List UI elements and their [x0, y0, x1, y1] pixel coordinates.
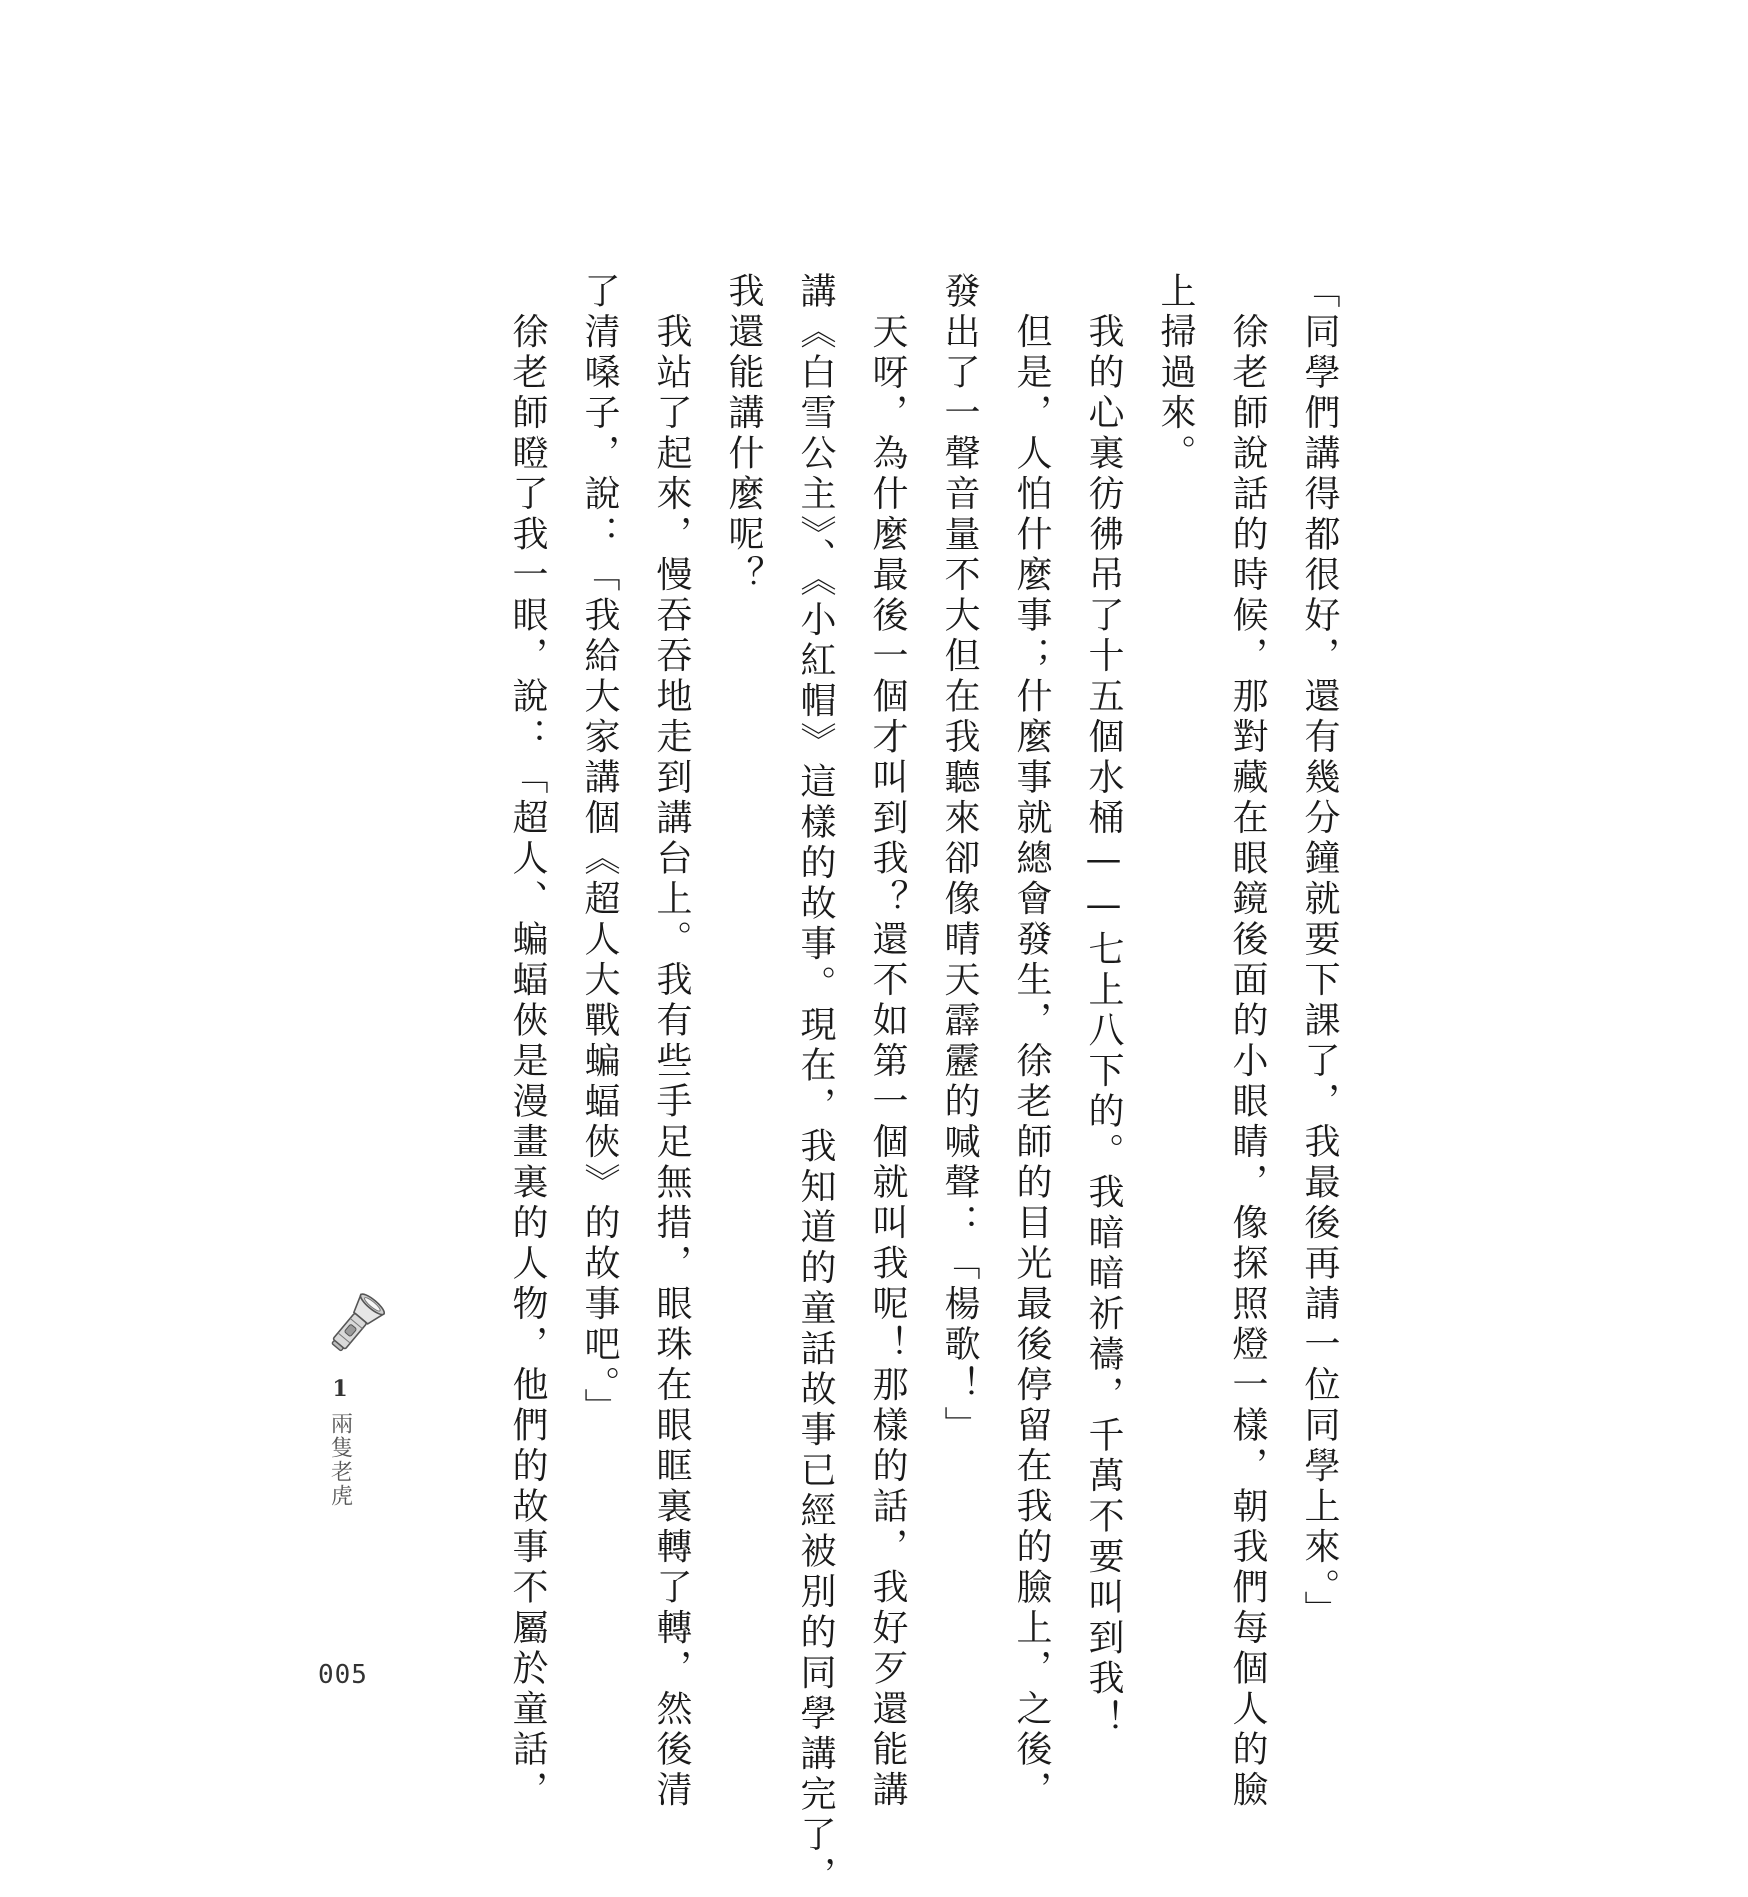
chapter-number: 1 [332, 1376, 348, 1402]
text-line: 我的心裏彷彿吊了十五個水桶——七上八下的。我暗暗祈禱，千萬不要叫到我！ [1083, 272, 1124, 1740]
text-line: 天呀，為什麼最後一個才叫到我？還不如第一個就叫我呢！那樣的話，我好歹還能講 [867, 272, 908, 1811]
text-line: 了清嗓子，說：「我給大家講個《超人大戰蝙蝠俠》的故事吧。」 [579, 272, 620, 1429]
text-line: 上掃過來。 [1155, 272, 1196, 475]
body-text [491, 272, 1355, 1897]
text-line: 「同學們講得都很好，還有幾分鐘就要下課了，我最後再請一位同學上來。」 [1299, 272, 1340, 1631]
text-line: 但是，人怕什麼事；什麼事就總會發生，徐老師的目光最後停留在我的臉上，之後， [1011, 272, 1052, 1811]
chapter-title: 兩隻老虎 [327, 1412, 353, 1508]
flashlight-icon [320, 1290, 390, 1360]
text-line: 我還能講什麼呢？ [723, 272, 764, 596]
text-line: 徐老師瞪了我一眼，說：「超人、蝙蝠俠是漫畫裏的人物，他們的故事不屬於童話， [507, 272, 548, 1811]
text-line: 我站了起來，慢吞吞地走到講台上。我有些手足無措，眼珠在眼眶裏轉了轉，然後清 [651, 272, 692, 1811]
page-number: 005 [318, 1660, 368, 1690]
text-line: 講《白雪公主》、《小紅帽》這樣的故事。現在，我知道的童話故事已經被別的同學講完了， [795, 272, 836, 1897]
text-line: 徐老師說話的時候，那對藏在眼鏡後面的小眼睛，像探照燈一樣，朝我們每個人的臉 [1227, 272, 1268, 1811]
text-line: 發出了一聲音量不大但在我聽來卻像晴天霹靂的喊聲：「楊歌！」 [939, 272, 980, 1447]
running-header [315, 1290, 365, 1508]
